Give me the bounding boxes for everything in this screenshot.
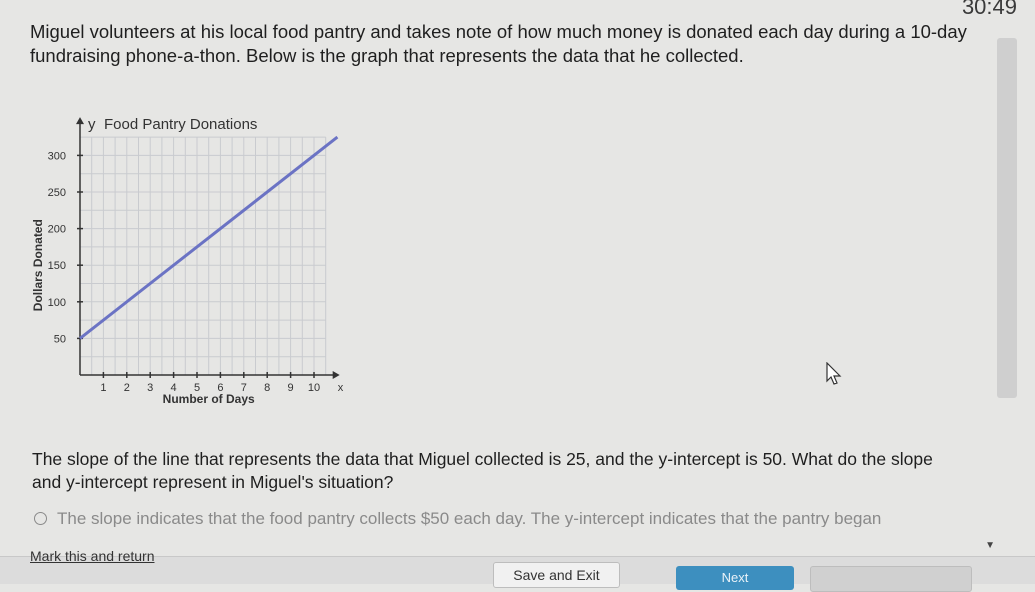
y-axis-letter: y: [88, 116, 96, 134]
line-chart: [10, 92, 370, 422]
x-tick-label: 1: [100, 382, 107, 394]
x-tick-label: 3: [147, 382, 154, 394]
y-tick-label: 150: [47, 260, 66, 273]
x-tick-label: 10: [307, 382, 321, 394]
y-axis-arrow-icon: [76, 117, 84, 124]
answer-choice-a[interactable]: [34, 509, 964, 527]
next-button[interactable]: Next: [676, 566, 794, 590]
mark-and-return-link[interactable]: Mark this and return: [30, 548, 155, 564]
x-tick-label: 9: [287, 382, 294, 394]
x-axis-arrow-icon: [333, 371, 340, 379]
chart: [10, 92, 370, 422]
x-tick-label: 7: [240, 382, 247, 394]
radio-button-icon[interactable]: [34, 512, 47, 525]
x-axis-letter: x: [337, 382, 344, 394]
save-and-exit-button[interactable]: Save and Exit: [493, 562, 620, 588]
x-tick-label: 6: [217, 382, 224, 394]
x-tick-label: 4: [170, 382, 177, 394]
y-tick-label: 300: [47, 150, 66, 163]
x-tick-label: 5: [193, 382, 201, 394]
chart-title: Food Pantry Donations: [104, 116, 258, 134]
y-axis-title: Dollars Donated: [31, 219, 45, 312]
y-tick-label: 100: [47, 296, 66, 309]
x-tick-label: 2: [123, 382, 130, 394]
y-tick-label: 200: [47, 223, 66, 236]
submit-button[interactable]: [810, 566, 972, 592]
mouse-cursor-icon: [826, 362, 842, 386]
question-text: The slope of the line that represents the data that Miguel collected is 25, and the y-intercept is 50. What do the slope and y-intercept represent in Miguel's situation?: [32, 449, 933, 492]
x-axis-title: Number of Days: [162, 392, 255, 406]
chevron-down-icon[interactable]: ▼: [985, 540, 995, 551]
timer: 30:49: [961, 0, 1017, 19]
scrollbar[interactable]: [997, 38, 1017, 398]
x-tick-label: 8: [264, 382, 271, 394]
question-prompt: Miguel volunteers at his local food pantry and takes note of how much money is donated each day during a 10-day fundraising phone-a-thon. Below is the graph that represents the data that he collected.: [30, 21, 967, 66]
answer-choice-a-text: The slope indicates that the food pantry collects $50 each day. The y-intercept indicates that the pantry began: [57, 509, 882, 527]
y-tick-label: 50: [53, 333, 66, 346]
y-tick-label: 250: [47, 187, 66, 199]
